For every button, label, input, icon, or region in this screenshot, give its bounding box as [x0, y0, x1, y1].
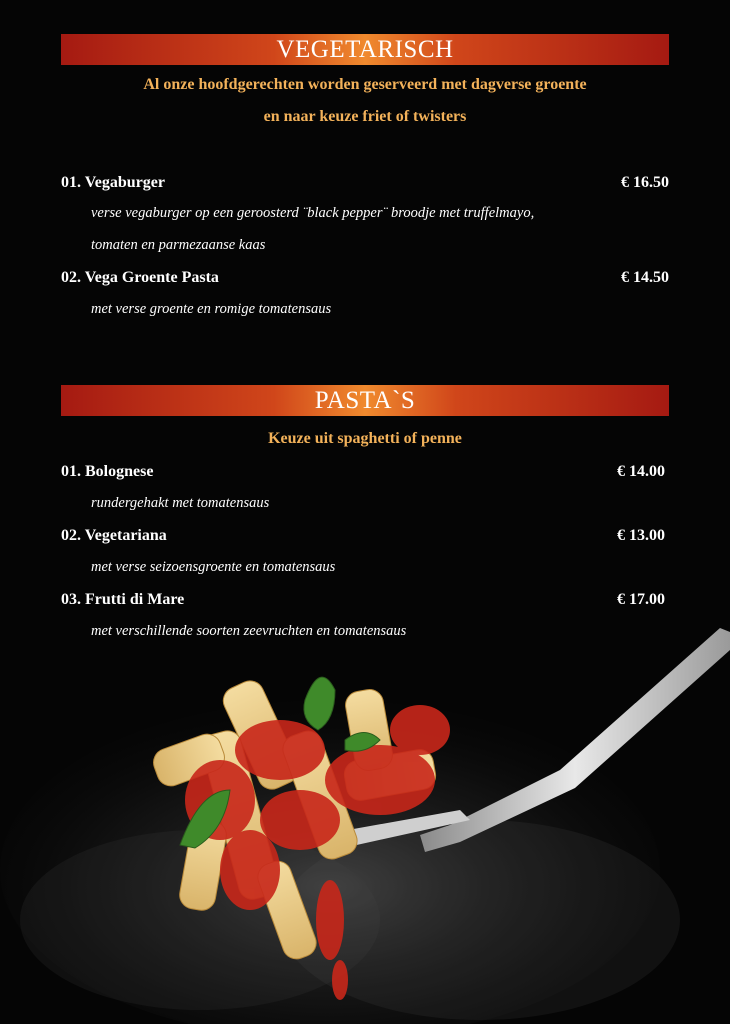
pastas-title: PASTA`S: [314, 386, 416, 414]
menu-item-description: met verse groente en romige tomatensaus: [91, 301, 332, 317]
menu-item-name: 01. Bolognese: [61, 463, 154, 480]
menu-item-description: met verschillende soorten zeevruchten en tomatensaus: [91, 623, 407, 639]
pastas-banner: [61, 385, 669, 416]
menu-item-price: € 16.50: [621, 174, 669, 191]
menu-item-name: 01. Vegaburger: [61, 174, 165, 191]
menu-item-price: € 17.00: [617, 591, 665, 608]
pastas-subtitle: Keuze uit spaghetti of penne: [268, 430, 462, 447]
menu-item-price: € 14.50: [621, 269, 669, 286]
menu-item-name: 03. Frutti di Mare: [61, 591, 185, 608]
vegetarisch-title: VEGETARISCH: [276, 35, 454, 63]
menu-item-name: 02. Vegetariana: [61, 527, 167, 544]
menu-item-price: € 13.00: [617, 527, 665, 544]
menu-item-name: 02. Vega Groente Pasta: [61, 269, 219, 286]
pasta-fork-image: [0, 620, 730, 1024]
menu-item-description: tomaten en parmezaanse kaas: [91, 237, 266, 253]
menu-item-description: rundergehakt met tomatensaus: [91, 495, 270, 511]
vegetarisch-subtitle-line2: en naar keuze friet of twisters: [263, 108, 467, 125]
menu-item-price: € 14.00: [617, 463, 665, 480]
vegetarisch-subtitle-line1: Al onze hoofdgerechten worden geserveerd met dagverse groente: [143, 76, 587, 93]
menu-item-description: met verse seizoensgroente en tomatensaus: [91, 559, 336, 575]
vegetarisch-banner: [61, 34, 669, 65]
menu-item-description: verse vegaburger op een geroosterd ¨black pepper¨ broodje met truffelmayo,: [91, 205, 535, 221]
